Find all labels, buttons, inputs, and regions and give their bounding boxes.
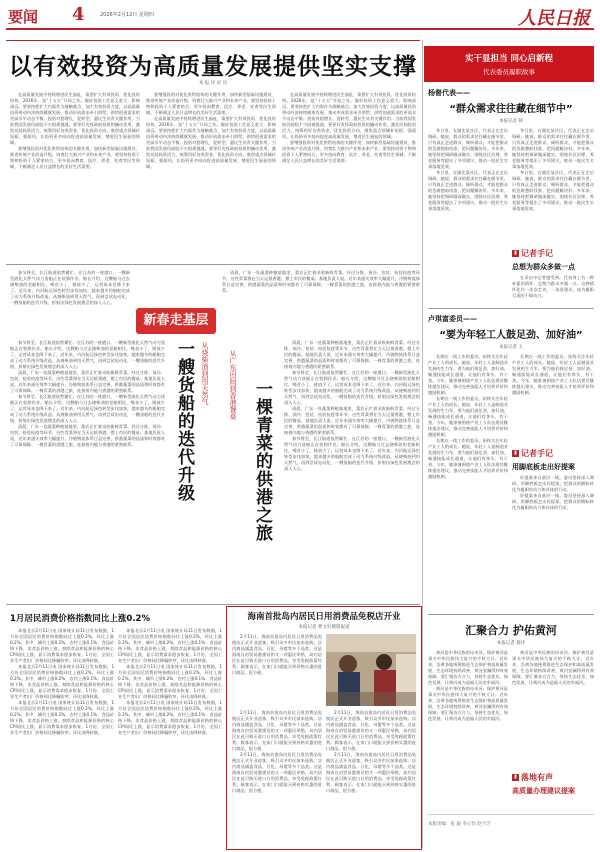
column-divider: [422, 40, 423, 848]
divider: [428, 614, 594, 615]
story-a-kicker: 杨督代表——: [428, 89, 470, 97]
column-box: ▮ 落地有声 高质量办理建议提案: [512, 773, 575, 795]
hainan-headline: 海南首批岛内居民日用消费品免税店开业: [247, 612, 401, 622]
comment-a: ▮ 记者手记 总想为群众多做一点 在采访中记者感受到，代表身上有一种朴素的情怀：总想为群众多做一点。这种情怀化作一次次走访、一条条建议，成为履职尽责的不竭动力。: [512, 249, 594, 298]
sidebar-banner: 实干显担当 同心启新程 代表委员履职故事: [424, 46, 594, 82]
section-name: 要闻: [8, 8, 39, 26]
cpi-headline: 1月居民消费价格指数同比上涨0.2%: [10, 614, 150, 624]
feature-intro-right: 清晨，广东一处蔬菜种植基地里，菜农正忙着采收新鲜青菜。经过分拣、预冷、包装、检验检疫等环节，这些青菜将在当天运抵香港，摆上市民的餐桌。基地负责人说，近年来通关效率大幅提升，冷链物流体系日益完善，供港蔬菜的品质和时效都有了可靠保障。一棵青菜的供港之旅，连接着内地与香港的紧密联系。: [222, 270, 420, 293]
story2-title: 一棵青菜的供港之旅: [252, 380, 272, 542]
hainan-byline: 本报记者 曹文轩摄影报道: [298, 625, 350, 630]
issue-date: 2026年2月12日 星期四: [100, 12, 154, 18]
divider: [6, 604, 420, 605]
note-icon: ▮: [512, 774, 519, 781]
story-b-kicker: 卢琪富委员——: [428, 315, 477, 323]
story-b-body-1: 长期在一线工作的委员，始终关注年轻产业工人的成长。她说，年轻工人是制造业发展的生力军，要为他们鼓足劲、加好油，畅通技能成长通道，让他们有奔头、有干劲。今年，她准备围绕产业工人队伍建设继续提出建议，推动完善技能人才培养评价和激励机制。 长期在一线工作的委员，始终关注年轻产业工人的成长。她说，年轻工人是制造业发展的生力军，要为他们鼓足劲、加好油，畅通技能成长通道，让他们有奔头、有干劲。今年，她准备围绕产业工人队伍建设继续提出建议，推动完善技能人才培养评价和激励机制。 长期在一线工作的委员，始终关注年轻产业工人的成长。她说，年轻工人是制造业发展的生力军，要为他们鼓足劲、加好油，畅通技能成长通道，让他们有奔头、有干劲。今年，她准备围绕产业工人队伍建设继续提出建议，推动完善技能人才培养评价和激励机制。: [428, 354, 508, 479]
lead-column-1: 在高质量发展中持续增进民生福祉，需要扩大有效投资、优化投资结构。2026年，是“十五五”开局之年。做好投资工作意义重大、影响深远。要坚持把扩大内需作为战略基点，加大有效投资力度，以高质量投资带动经济持续健康发展，推动形成需求牵引供给、供给创造需求的更高水平动态平衡。投资对稳增长、促转型、惠民生具有关键作用。当前我国发展仍面临不少困难挑战，要更好发挥政府投资的撬动作用，激发民间投资活力，统筹用好各类资金，优化投资方向，聚焦重点领域补短板、强弱项，让投资更多投向促进高质量发展、增进民生福祉的领域。 要增强投资对优化供给结构的关键作用，加快新型基础设施建设，推进传统产业改造升级，培育壮大新兴产业和未来产业。要坚持投资于物和投资于人紧密结合，更多投向教育、医疗、养老、托育等民生领域，不断满足人民日益增长的美好生活需要。: [10, 92, 140, 169]
story-a-body-2: 冬日里，在湖北某社区，代表正在走访调研。她说，群众的需求往往藏在细节里，只有真正走进群众、倾听群众，才能把群众的急难愁盼找准、把问题解决好。多年来，她坚持把调研做深做实，围绕社区治理、养老服务等提出了多项建议，推动一批民生实事落地见效。 冬日里，在湖北某社区，代表正在走访调研。她说，群众的需求往往藏在细节里，只有真正走进群众、倾听群众，才能把群众的急难愁盼找准、把问题解决好。多年来，她坚持把调研做深做实，围绕社区治理、养老服务等提出了多项建议，推动一批民生实事落地见效。: [512, 128, 594, 211]
hainan-body-left: 2月11日，海南首批岛内居民日用消费品免税店正式开业迎客，吸引众多市民前来选购。店内商品涵盖食品、日化、母婴等多个品类。这是海南自由贸易港建设的又一项惠民举措，岛内居民在此可购买进口日用消费品，享受免税政策红利。顾客表示，在家门口就能买到价格实惠的进口商品，很方便。 2月11日，海南首批岛内居民日用消费品免税店正式开业迎客，吸引众多市民前来选购。店内商品涵盖食品、日化、母婴等多个品类。这是海南自由贸易港建设的又一项惠民举措，岛内居民在此可购买进口日用消费品，享受免税政策红利。顾客表示，在家门口就能买到价格实惠的进口商品，很方便。: [232, 710, 322, 793]
feature-intro: 春节将至，长江航道依然繁忙。在江苏的一座港口，一艘新型液化天然气动力货船正在装卸作业。船长介绍，这艘船与过去烧柴油的老船相比，噪音小了，排放少了，运营成本也降下来了。近年来，内河航运绿色转型步伐加快，越来越多的船舶完成了动力系统升级改造。从烧柴油到用天然气，再到尝试电动化，一艘货船的迭代升级，折射出绿色发展理念的深入人心。: [10, 270, 130, 305]
credits: 本版责编：张 毅 李心怡 赵月芳: [428, 814, 594, 847]
lead-column-3: 在高质量发展中持续增进民生福祉，需要扩大有效投资、优化投资结构。2026年，是“十五五”开局之年。做好投资工作意义重大、影响深远。要坚持把扩大内需作为战略基点，加大有效投资力度，以高质量投资带动经济持续健康发展，推动形成需求牵引供给、供给创造需求的更高水平动态平衡。投资对稳增长、促转型、惠民生具有关键作用。当前我国发展仍面临不少困难挑战，要更好发挥政府投资的撬动作用，激发民间投资活力，统筹用好各类资金，优化投资方向，聚焦重点领域补短板、强弱项，让投资更多投向促进高质量发展、增进民生福祉的领域。 要增强投资对优化供给结构的关键作用，加快新型基础设施建设，推进传统产业改造升级，培育壮大新兴产业和未来产业。要坚持投资于物和投资于人紧密结合，更多投向教育、医疗、养老、托育等民生领域，不断满足人民日益增长的美好生活需要。: [282, 92, 416, 163]
shoppers-image: [326, 634, 416, 706]
story-b-byline: 本报记者 王: [499, 345, 523, 350]
lead-column-2: 要增强投资对优化供给结构的关键作用，加快新型基础设施建设，推进传统产业改造升级，培育壮大新兴产业和未来产业。要坚持投资于物和投资于人紧密结合，更多投向教育、医疗、养老、托育等民生领域，不断满足人民日益增长的美好生活需要。 在高质量发展中持续增进民生福祉，需要扩大有效投资、优化投资结构。2026年，是“十五五”开局之年。做好投资工作意义重大、影响深远。要坚持把扩大内需作为战略基点，加大有效投资力度，以高质量投资带动经济持续健康发展，推动形成需求牵引供给、供给创造需求的更高水平动态平衡。投资对稳增长、促转型、惠民生具有关键作用。当前我国发展仍面临不少困难挑战，要更好发挥政府投资的撬动作用，激发民间投资活力，统筹用好各类资金，优化投资方向，聚焦重点领域补短板、强弱项，让投资更多投向促进高质量发展、增进民生福祉的领域。: [146, 92, 276, 169]
hainan-body-right: 2月11日，海南首批岛内居民日用消费品免税店正式开业迎客，吸引众多市民前来选购。店内商品涵盖食品、日化、母婴等多个品类。这是海南自由贸易港建设的又一项惠民举措，岛内居民在此可购买进口日用消费品，享受免税政策红利。顾客表示，在家门口就能买到价格实惠的进口商品，很方便。 2月11日，海南首批岛内居民日用消费品免税店正式开业迎客，吸引众多市民前来选购。店内商品涵盖食品、日化、母婴等多个品类。这是海南自由贸易港建设的又一项惠民举措，岛内居民在此可购买进口日用消费品，享受免税政策红利。顾客表示，在家门口就能买到价格实惠的进口商品，很方便。: [326, 710, 416, 793]
cpi-body-1: 本报北京2月11日电 国家统计局11日发布数据，1月份全国居民消费价格指数同比上涨0.2%，环比上涨0.2%。其中，城市上涨0.2%，农村上涨0.1%；食品价格下降，非食品价格上涨。扣除食品和能源价格的核心CPI同比上涨，显示消费需求稳步恢复。1月份，全国工业生产者出厂价格同比降幅收窄，环比由降转涨。 本报北京2月11日电 国家统计局11日发布数据，1月份全国居民消费价格指数同比上涨0.2%，环比上涨0.2%。其中，城市上涨0.2%，农村上涨0.1%；食品价格下降，非食品价格上涨。扣除食品和能源价格的核心CPI同比上涨，显示消费需求稳步恢复。1月份，全国工业生产者出厂价格同比降幅收窄，环比由降转涨。 本报北京2月11日电 国家统计局11日发布数据，1月份全国居民消费价格指数同比上涨0.2%，环比上涨0.2%。其中，城市上涨0.2%，农村上涨0.1%；食品价格下降，非食品价格上涨。扣除食品和能源价格的核心CPI同比上涨，显示消费需求稳步恢复。1月份，全国工业生产者出厂价格同比降幅收窄，环比由降转涨。: [10, 628, 114, 735]
essay-byline: 本报记者 蔡洋: [496, 641, 526, 646]
cpi-body-2: 本报北京2月11日电 国家统计局11日发布数据，1月份全国居民消费价格指数同比上涨0.2%，环比上涨0.2%。其中，城市上涨0.2%，农村上涨0.1%；食品价格下降，非食品价格上涨。扣除食品和能源价格的核心CPI同比上涨，显示消费需求稳步恢复。1月份，全国工业生产者出厂价格同比降幅收窄，环比由降转涨。 本报北京2月11日电 国家统计局11日发布数据，1月份全国居民消费价格指数同比上涨0.2%，环比上涨0.2%。其中，城市上涨0.2%，农村上涨0.1%；食品价格下降，非食品价格上涨。扣除食品和能源价格的核心CPI同比上涨，显示消费需求稳步恢复。1月份，全国工业生产者出厂价格同比降幅收窄，环比由降转涨。 本报北京2月11日电 国家统计局11日发布数据，1月份全国居民消费价格指数同比上涨0.2%，环比上涨0.2%。其中，城市上涨0.2%，农村上涨0.1%；食品价格下降，非食品价格上涨。扣除食品和能源价格的核心CPI同比上涨，显示消费需求稳步恢复。1月份，全国工业生产者出厂价格同比降幅收窄，环比由降转涨。: [118, 628, 222, 735]
story1-body: 春节将至，长江航道依然繁忙。在江苏的一座港口，一艘新型液化天然气动力货船正在装卸作业。船长介绍，这艘船与过去烧柴油的老船相比，噪音小了，排放少了，运营成本也降下来了。近年来，内河航运绿色转型步伐加快，越来越多的船舶完成了动力系统升级改造。从烧柴油到用天然气，再到尝试电动化，一艘货船的迭代升级，折射出绿色发展理念的深入人心。 清晨，广东一处蔬菜种植基地里，菜农正忙着采收新鲜青菜。经过分拣、预冷、包装、检验检疫等环节，这些青菜将在当天运抵香港，摆上市民的餐桌。基地负责人说，近年来通关效率大幅提升，冷链物流体系日益完善，供港蔬菜的品质和时效都有了可靠保障。一棵青菜的供港之旅，连接着内地与香港的紧密联系。 春节将至，长江航道依然繁忙。在江苏的一座港口，一艘新型液化天然气动力货船正在装卸作业。船长介绍，这艘船与过去烧柴油的老船相比，噪音小了，排放少了，运营成本也降下来了。近年来，内河航运绿色转型步伐加快，越来越多的船舶完成了动力系统升级改造。从烧柴油到用天然气，再到尝试电动化，一艘货船的迭代升级，折射出绿色发展理念的深入人心。 清晨，广东一处蔬菜种植基地里，菜农正忙着采收新鲜青菜。经过分拣、预冷、包装、检验检疫等环节，这些青菜将在当天运抵香港，摆上市民的餐桌。基地负责人说，近年来通关效率大幅提升，冷链物流体系日益完善，供港蔬菜的品质和时效都有了可靠保障。一棵青菜的供港之旅，连接着内地与香港的紧密联系。: [10, 340, 165, 447]
essay-title: 汇聚合力 护佑黄河: [465, 624, 557, 637]
story1-title: 一艘货船的迭代升级: [174, 340, 194, 502]
comment-b: ▮ 记者手记 用脚底板走出好提案 好提案来自基层一线。委员坚持深入调研，用脚底板走出好提案，把群众的期盼转化为履职的动力和具体的行动。 好提案来自基层一线。委员坚持深入调研，用脚底板走出好提案，把群众的期盼转化为履职的动力和具体的行动。: [512, 449, 594, 510]
lead-headline: 以有效投资为高质量发展提供坚实支撑: [9, 53, 417, 80]
story-a-body-1: 冬日里，在湖北某社区，代表正在走访调研。她说，群众的需求往往藏在细节里，只有真正走进群众、倾听群众，才能把群众的急难愁盼找准、把问题解决好。多年来，她坚持把调研做深做实，围绕社区治理、养老服务等提出了多项建议，推动一批民生实事落地见效。 冬日里，在湖北某社区，代表正在走访调研。她说，群众的需求往往藏在细节里，只有真正走进群众、倾听群众，才能把群众的急难愁盼找准、把问题解决好。多年来，她坚持把调研做深做实，围绕社区治理、养老服务等提出了多项建议，推动一批民生实事落地见效。: [428, 128, 508, 211]
lead-byline: 本 报 评 论 员: [198, 81, 228, 86]
story1-subtitle: 从烧柴油到用天然气: [201, 342, 209, 405]
note-icon: ▮: [512, 450, 519, 457]
divider: [6, 40, 420, 41]
story-b-headline: “要为年轻工人鼓足劲、加好油”: [439, 330, 583, 341]
note-icon: ▮: [512, 250, 519, 257]
hainan-body-top: 2月11日，海南首批岛内居民日用消费品免税店正式开业迎客，吸引众多市民前来选购。店内商品涵盖食品、日化、母婴等多个品类。这是海南自由贸易港建设的又一项惠民举措，岛内居民在此可购买进口日用消费品，享受免税政策红利。顾客表示，在家门口就能买到价格实惠的进口商品，很方便。: [232, 634, 322, 675]
essay-body-2: 黄河是中华民族的母亲河。保护黄河是事关中华民族伟大复兴的千秋大计。近年来，沿黄各地统筹推进生态保护和高质量发展，生态环境持续改善，黄河安澜得到有效保障。要汇聚各方合力，坚持生态优先、绿色发展，让黄河成为造福人民的幸福河。: [512, 650, 594, 685]
divider: [428, 308, 594, 309]
story-a-byline: 本报记者 韩: [499, 119, 523, 124]
hainan-photo: [326, 634, 416, 706]
story-b-body-2: 长期在一线工作的委员，始终关注年轻产业工人的成长。她说，年轻工人是制造业发展的生力军，要为他们鼓足劲、加好油，畅通技能成长通道，让他们有奔头、有干劲。今年，她准备围绕产业工人队伍建设继续提出建议，推动完善技能人才培养评价和激励机制。: [512, 354, 594, 395]
newspaper-logo: 人民日报: [518, 8, 590, 29]
story2-body: 清晨，广东一处蔬菜种植基地里，菜农正忙着采收新鲜青菜。经过分拣、预冷、包装、检验检疫等环节，这些青菜将在当天运抵香港，摆上市民的餐桌。基地负责人说，近年来通关效率大幅提升，冷链物流体系日益完善，供港蔬菜的品质和时效都有了可靠保障。一棵青菜的供港之旅，连接着内地与香港的紧密联系。 春节将至，长江航道依然繁忙。在江苏的一座港口，一艘新型液化天然气动力货船正在装卸作业。船长介绍，这艘船与过去烧柴油的老船相比，噪音小了，排放少了，运营成本也降下来了。近年来，内河航运绿色转型步伐加快，越来越多的船舶完成了动力系统升级改造。从烧柴油到用天然气，再到尝试电动化，一艘货船的迭代升级，折射出绿色发展理念的深入人心。 清晨，广东一处蔬菜种植基地里，菜农正忙着采收新鲜青菜。经过分拣、预冷、包装、检验检疫等环节，这些青菜将在当天运抵香港，摆上市民的餐桌。基地负责人说，近年来通关效率大幅提升，冷链物流体系日益完善，供港蔬菜的品质和时效都有了可靠保障。一棵青菜的供港之旅，连接着内地与香港的紧密联系。 春节将至，长江航道依然繁忙。在江苏的一座港口，一艘新型液化天然气动力货船正在装卸作业。船长介绍，这艘船与过去烧柴油的老船相比，噪音小了，排放少了，运营成本也降下来了。近年来，内河航运绿色转型步伐加快，越来越多的船舶完成了动力系统升级改造。从烧柴油到用天然气，再到尝试电动化，一艘货船的迭代升级，折射出绿色发展理念的深入人心。: [284, 340, 420, 471]
divider: [6, 264, 420, 265]
story-a-headline: “群众需求往往藏在细节中”: [449, 104, 573, 115]
page-header: [6, 4, 594, 30]
feature-badge: 新春走基层: [136, 308, 216, 334]
story2-subtitle: 从广东田间到香港餐桌: [229, 350, 237, 420]
essay-body-1: 黄河是中华民族的母亲河。保护黄河是事关中华民族伟大复兴的千秋大计。近年来，沿黄各地统筹推进生态保护和高质量发展，生态环境持续改善，黄河安澜得到有效保障。要汇聚各方合力，坚持生态优先、绿色发展，让黄河成为造福人民的幸福河。 黄河是中华民族的母亲河。保护黄河是事关中华民族伟大复兴的千秋大计。近年来，沿黄各地统筹推进生态保护和高质量发展，生态环境持续改善，黄河安澜得到有效保障。要汇聚各方合力，坚持生态优先、绿色发展，让黄河成为造福人民的幸福河。: [428, 650, 508, 721]
page-number: 4: [72, 4, 85, 25]
